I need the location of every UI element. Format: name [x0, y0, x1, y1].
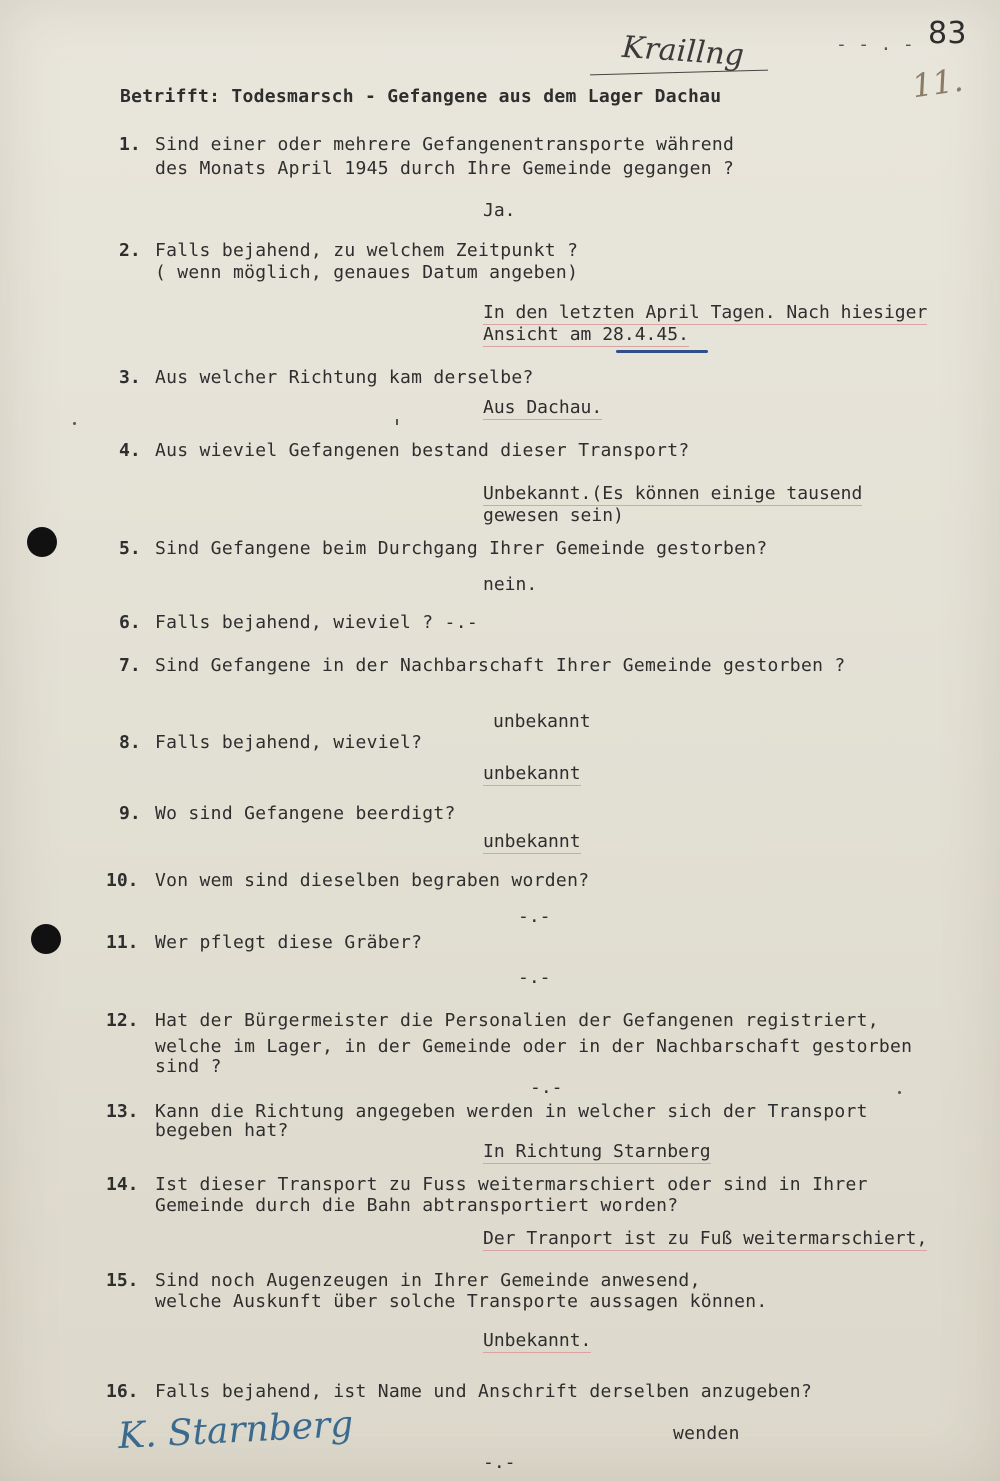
question-text: Aus welcher Richtung kam derselbe? — [155, 367, 534, 388]
answer-text: Aus Dachau. — [483, 397, 603, 418]
question-text: ( wenn möglich, genaues Datum angeben) — [155, 262, 579, 283]
question-number: 8. — [119, 732, 141, 753]
answer-text: -.- — [518, 906, 551, 927]
question-text: Falls bejahend, wieviel ? -.- — [155, 612, 478, 633]
answer-text: In den letzten April Tagen. Nach hiesiger — [483, 302, 928, 323]
footer-turn-note: wenden — [673, 1423, 740, 1444]
question-number: 14. — [106, 1174, 139, 1195]
answer-text: -.- — [518, 967, 551, 988]
question-number: 9. — [119, 803, 141, 824]
question-text: Wer pflegt diese Gräber? — [155, 932, 423, 953]
answer-text: Ansicht am 28.4.45. — [483, 324, 689, 345]
answer-text: -.- — [483, 1452, 516, 1473]
question-text: Wo sind Gefangene beerdigt? — [155, 803, 456, 824]
question-number: 7. — [119, 655, 141, 676]
handwritten-place-name: Kraillng — [620, 29, 746, 74]
question-text: Sind noch Augenzeugen in Ihrer Gemeinde anwesend, — [155, 1270, 701, 1291]
question-text: Falls bejahend, zu welchem Zeitpunkt ? — [155, 240, 579, 261]
question-text: Hat der Bürgermeister die Personalien der Gefangenen registriert, — [155, 1010, 879, 1031]
question-text: welche Auskunft über solche Transporte aussagen können. — [155, 1291, 768, 1312]
question-text: Falls bejahend, wieviel? — [155, 732, 423, 753]
punch-hole — [27, 527, 57, 557]
question-number: 5. — [119, 538, 141, 559]
question-text: Kann die Richtung angegeben werden in welcher sich der Transport — [155, 1101, 868, 1122]
question-number: 4. — [119, 440, 141, 461]
page-number: 83 — [928, 16, 967, 51]
answer-text: Der Tranport ist zu Fuß weitermarschiert, — [483, 1228, 928, 1249]
question-text: Von wem sind dieselben begraben worden? — [155, 870, 590, 891]
question-text: Sind Gefangene in der Nachbarschaft Ihrer Gemeinde gestorben ? — [155, 655, 846, 676]
question-text: Gemeinde durch die Bahn abtransportiert worden? — [155, 1195, 679, 1216]
document-header: Betrifft: Todesmarsch - Gefangene aus dem Lager Dachau — [120, 86, 722, 107]
question-text: Ist dieser Transport zu Fuss weitermarschiert oder sind in Ihrer — [155, 1174, 868, 1195]
speck — [898, 1091, 901, 1094]
question-number: 2. — [119, 240, 141, 261]
answer-text: Unbekannt. — [483, 1330, 592, 1351]
question-text: Falls bejahend, ist Name und Anschrift derselben anzugeben? — [155, 1381, 813, 1402]
question-number: 6. — [119, 612, 141, 633]
question-number: 12. — [106, 1010, 139, 1031]
answer-text: Unbekannt.(Es können einige tausend — [483, 483, 863, 504]
question-text: welche im Lager, in der Gemeinde oder in der Nachbarschaft gestorben — [155, 1036, 913, 1057]
question-number: 3. — [119, 367, 141, 388]
speck — [73, 422, 76, 425]
page-dashes-decoration: - - . - — [836, 34, 914, 55]
question-number: 13. — [106, 1101, 139, 1122]
answer-text: In Richtung Starnberg — [483, 1141, 711, 1162]
handwritten-bottom-note: K. Starnberg — [117, 1403, 355, 1458]
question-number: 11. — [106, 932, 139, 953]
answer-text: -.- — [530, 1077, 563, 1098]
punch-hole — [31, 924, 61, 954]
speck — [396, 419, 398, 425]
answer-text: unbekannt — [493, 711, 591, 732]
question-text: Sind Gefangene beim Durchgang Ihrer Gemeinde gestorben? — [155, 538, 768, 559]
question-text: sind ? — [155, 1056, 222, 1077]
blue-underline-mark — [616, 350, 708, 353]
question-number: 10. — [106, 870, 139, 891]
answer-text: gewesen sein) — [483, 505, 624, 526]
answer-text: nein. — [483, 574, 538, 595]
question-text: des Monats April 1945 durch Ihre Gemeinde gegangen ? — [155, 158, 735, 179]
answer-text: unbekannt — [483, 763, 581, 784]
question-number: 16. — [106, 1381, 139, 1402]
handwritten-mark: 11. — [909, 60, 966, 106]
question-text: Aus wieviel Gefangenen bestand dieser Transport? — [155, 440, 690, 461]
question-text: begeben hat? — [155, 1120, 289, 1141]
answer-text: Ja. — [483, 200, 516, 221]
question-text: Sind einer oder mehrere Gefangenentransporte während — [155, 134, 735, 155]
question-number: 1. — [119, 134, 141, 155]
answer-text: unbekannt — [483, 831, 581, 852]
question-number: 15. — [106, 1270, 139, 1291]
